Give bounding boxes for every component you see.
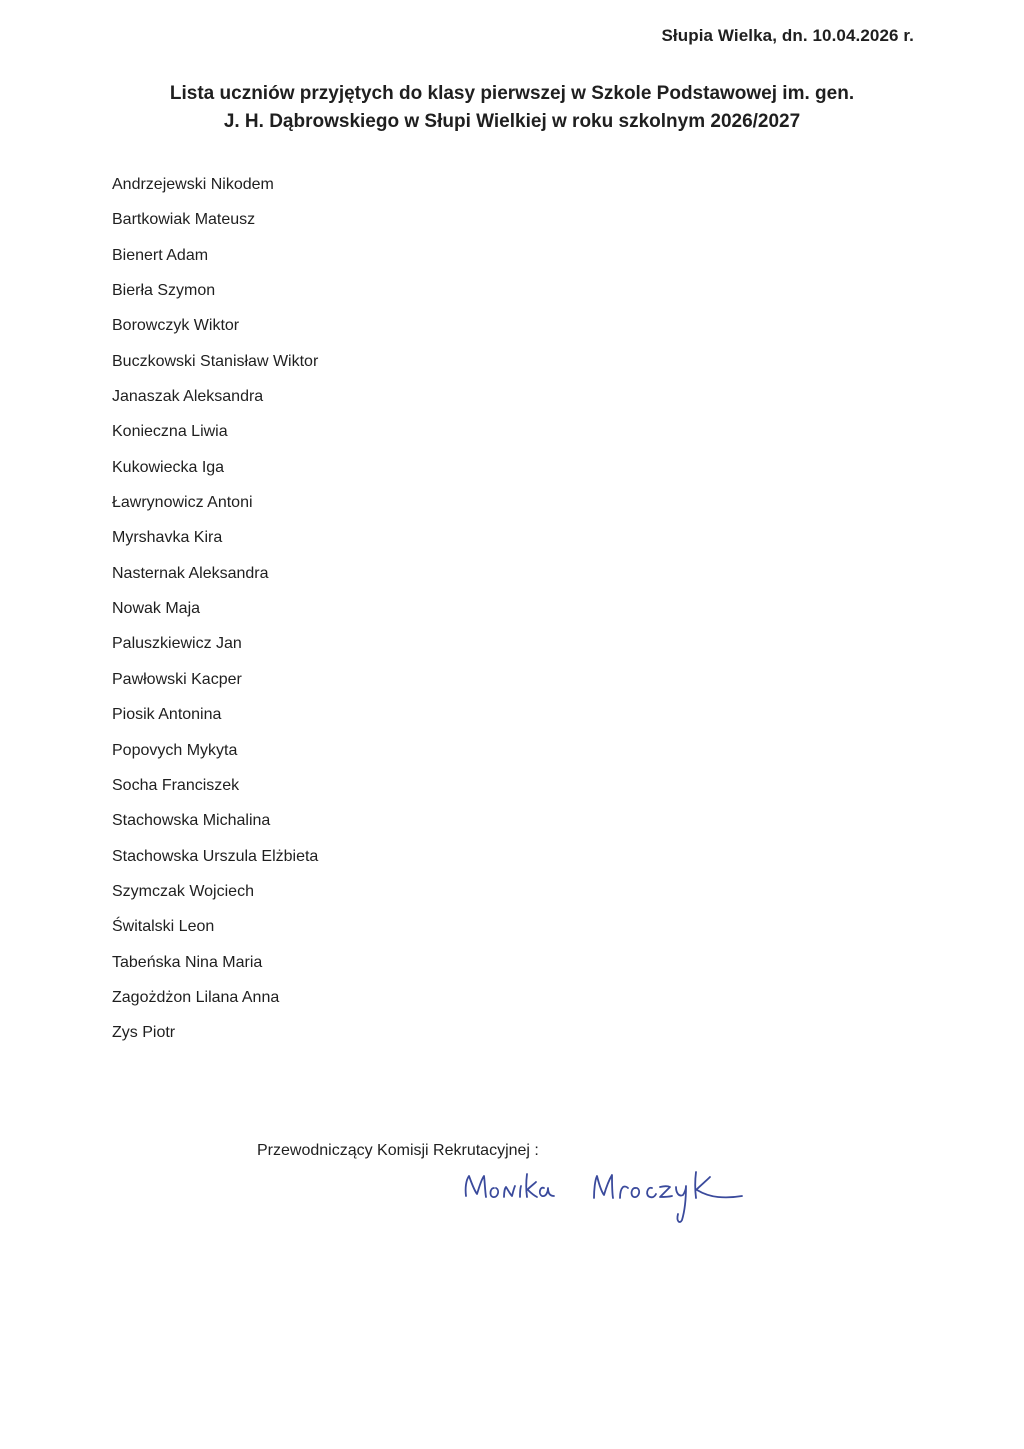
student-name: Nowak Maja — [112, 600, 201, 618]
student-name: Bierła Szymon — [112, 282, 216, 300]
student-name: Bienert Adam — [112, 246, 209, 264]
signature-stroke — [504, 1186, 515, 1197]
signature-stroke — [520, 1186, 521, 1197]
student-name: Świtalski Leon — [112, 918, 215, 936]
student-name: Zys Piotr — [112, 1024, 176, 1042]
signature-stroke — [620, 1187, 628, 1198]
student-name: Janaszak Aleksandra — [112, 388, 264, 406]
student-name: Buczkowski Stanisław Wiktor — [112, 352, 319, 370]
signature-label: Przewodniczący Komisji Rekrutacyjnej : — [257, 1142, 539, 1159]
signature-stroke — [526, 1174, 537, 1197]
signature-stroke — [660, 1186, 672, 1197]
student-name: Stachowska Michalina — [112, 812, 271, 830]
title-line-2: J. H. Dąbrowskiego w Słupi Wielkiej w roku szkolnym 2026/2027 — [223, 111, 801, 132]
student-name: Zagożdżon Lilana Anna — [112, 988, 280, 1006]
place-date: Słupia Wielka, dn. 10.04.2026 r. — [661, 26, 914, 45]
signature-ink — [466, 1172, 742, 1222]
handwritten-signature — [460, 1166, 750, 1236]
student-name: Piosik Antonina — [112, 706, 222, 724]
student-list — [112, 173, 318, 1057]
signature-stroke — [647, 1188, 656, 1198]
signature-stroke — [632, 1188, 640, 1197]
title-line-1: Lista uczniów przyjętych do klasy pierwszej w Szkole Podstawowej im. gen. — [169, 83, 855, 104]
signature-stroke — [594, 1175, 613, 1198]
student-name: Nasternak Aleksandra — [112, 564, 269, 582]
student-name: Myrshavka Kira — [112, 529, 223, 547]
student-name: Socha Franciszek — [112, 776, 240, 794]
student-name: Szymczak Wojciech — [112, 882, 254, 900]
signature-stroke — [676, 1186, 686, 1222]
student-name: Andrzejewski Nikodem — [112, 176, 274, 193]
student-name: Pawłowski Kacper — [112, 670, 242, 688]
signature-stroke — [695, 1172, 742, 1198]
signature-stroke — [466, 1176, 486, 1197]
signature-stroke — [490, 1188, 498, 1197]
student-name: Bartkowiak Mateusz — [112, 211, 256, 229]
document-title — [0, 80, 1024, 136]
student-name: Konieczna Liwia — [112, 423, 228, 441]
student-name: Popovych Mykyta — [112, 741, 238, 759]
student-name: Ławrynowicz Antoni — [112, 494, 253, 512]
student-name: Kukowiecka Iga — [112, 458, 225, 476]
student-name: Borowczyk Wiktor — [112, 317, 240, 335]
student-name: Tabeńska Nina Maria — [112, 953, 263, 971]
student-name: Stachowska Urszula Elżbieta — [112, 847, 319, 865]
student-name: Paluszkiewicz Jan — [112, 635, 242, 653]
signature-stroke — [540, 1188, 554, 1196]
